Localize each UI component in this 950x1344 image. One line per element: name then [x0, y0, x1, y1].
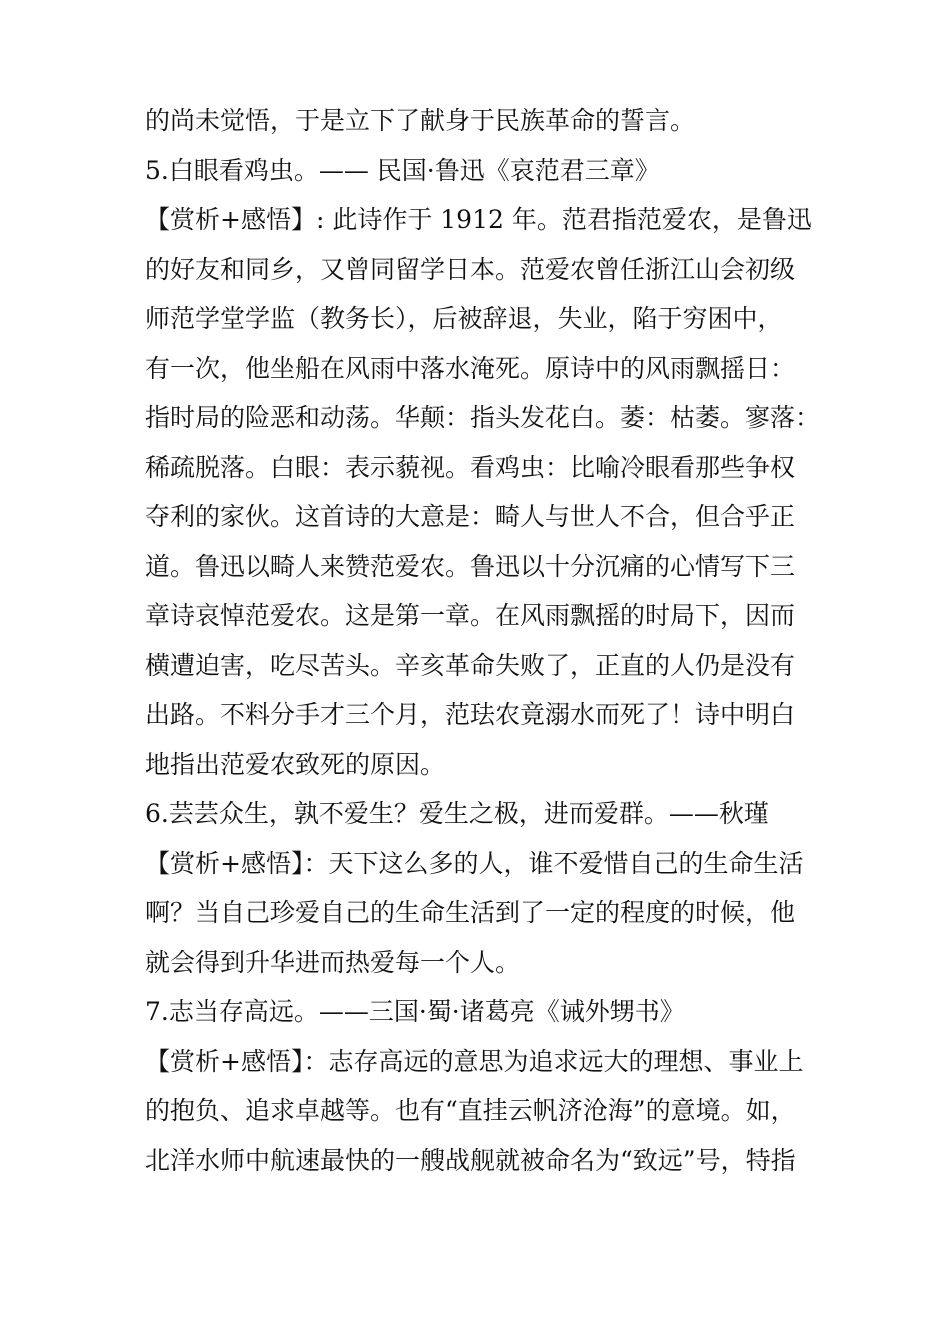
body-text	[145, 96, 835, 1185]
text-line: 横遭迫害，吃尽苦头。辛亥革命失败了，正直的人仍是没有	[145, 650, 796, 680]
text-line: 北洋水师中航速最快的一艘战舰就被命名为“致远”号，特指	[145, 1145, 796, 1175]
section-heading-5: 5.白眼看鸡虫。—— 民国·鲁迅《哀范君三章》	[145, 155, 660, 185]
text-line: 【赏析+感悟】：天下这么多的人，谁不爱惜自己的生命生活	[145, 848, 804, 878]
text-line: 的好友和同乡，又曾同留学日本。范爱农曾任浙江山会初级	[145, 254, 796, 284]
text-line: 地指出范爱农致死的原因。	[145, 749, 446, 779]
text-line: 有一次，他坐船在风雨中落水淹死。原诗中的风雨飘摇日：	[145, 353, 796, 383]
text-line: 【赏析+感悟】: 此诗作于 1912 年。范君指范爱农，是鲁迅	[145, 205, 812, 234]
text-line: 出路。不料分手才三个月，范珐农竟溺水而死了！诗中明白	[145, 700, 796, 729]
text-line: 师范学堂学监（教务长），后被辞退，失业，陷于穷困中，	[145, 304, 783, 333]
text-line: 【赏析+感悟】：志存高远的意思为追求远大的理想、事业上	[145, 1046, 804, 1076]
text-line: 指时局的险恶和动荡。华颠：指头发花白。萎：枯萎。寥落：	[145, 403, 821, 432]
text-line: 就会得到升华进而热爱每一个人。	[145, 947, 521, 977]
text-line: 的尚未觉悟，于是立下了献身于民族革命的誓言。	[145, 106, 696, 135]
text-line: 的抱负、追求卓越等。也有“直挂云帆济沧海”的意境。如，	[145, 1096, 796, 1125]
text-line: 章诗哀悼范爱农。这是第一章。在风雨飘摇的时局下，因而	[145, 601, 796, 630]
text-line: 稀疏脱落。白眼：表示藐视。看鸡虫：比喻冷眼看那些争权	[145, 452, 796, 482]
text-line: 夺利的家伙。这首诗的大意是：畸人与世人不合，但合乎正	[145, 502, 796, 531]
text-line: 道。鲁迅以畸人来赞范爱农。鲁迅以十分沉痛的心情写下三	[145, 551, 796, 581]
section-heading-6: 6.芸芸众生，孰不爱生？爱生之极，进而爱群。——秋瑾	[145, 799, 769, 828]
section-heading-7: 7.志当存高远。——三国·蜀·诸葛亮《诫外甥书》	[145, 997, 685, 1026]
text-line: 啊？当自己珍爱自己的生命生活到了一定的程度的时候，他	[145, 898, 796, 927]
